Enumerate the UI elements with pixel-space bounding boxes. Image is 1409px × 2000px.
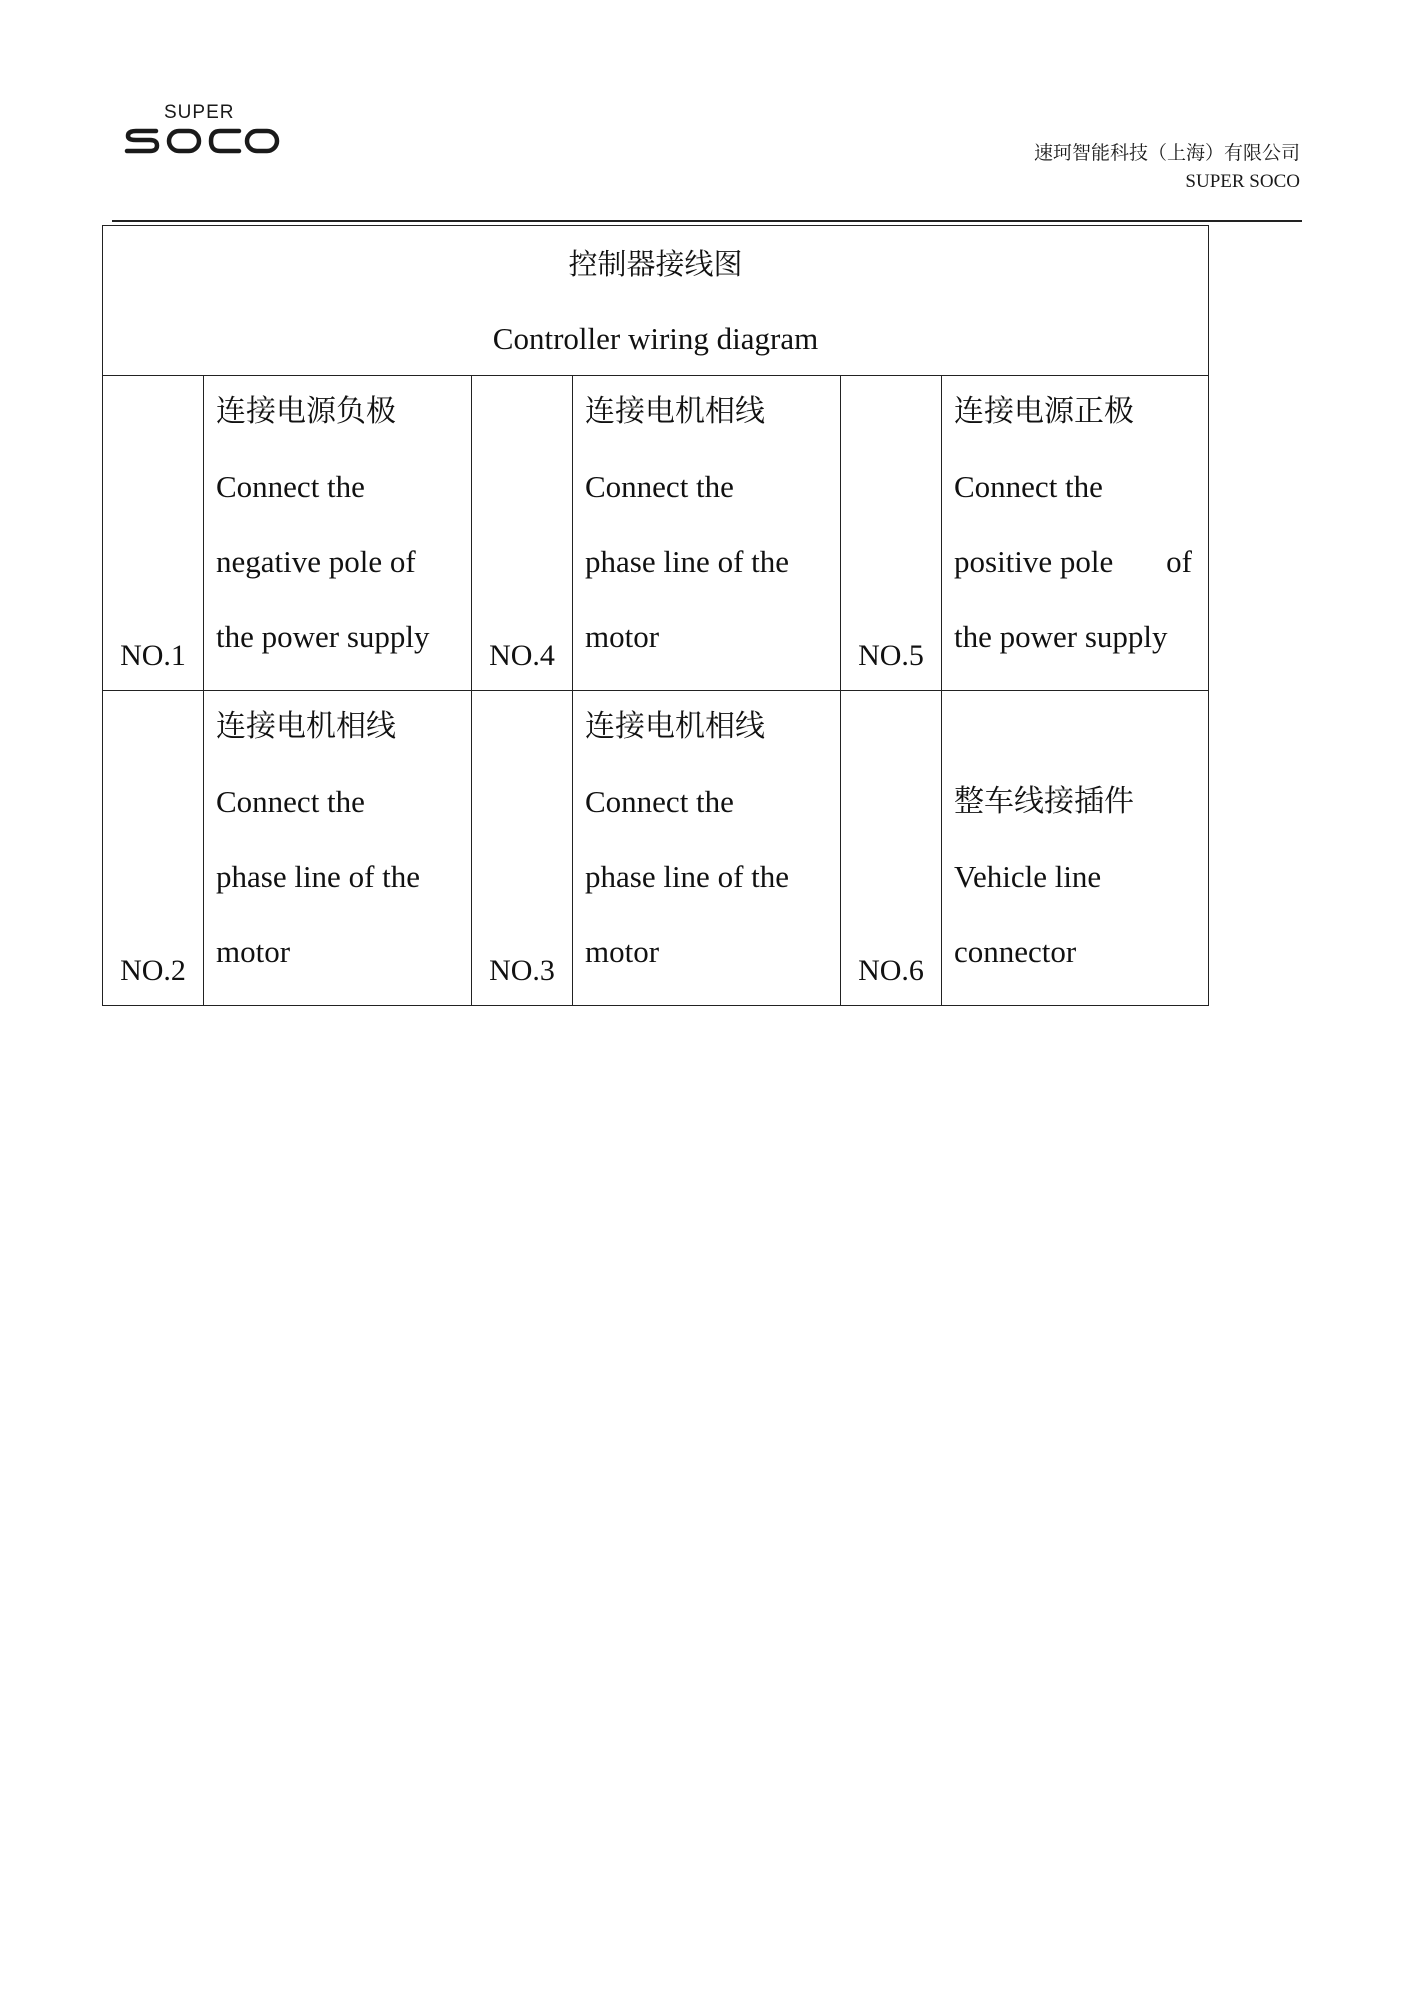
company-name-zh: 速珂智能科技（上海）有限公司 (1033, 143, 1300, 164)
description-line: phase line of the (585, 859, 790, 894)
description-zh: 连接电源负极 (216, 394, 396, 429)
description-line: motor (216, 934, 291, 969)
description-zh: 连接电源正极 (954, 394, 1134, 429)
description-line: Connect the (585, 469, 734, 504)
connector-number: NO.1 (120, 639, 186, 672)
connector-number: NO.3 (489, 954, 555, 987)
connector-number-cell (103, 691, 204, 1006)
description-line: Vehicle line (954, 859, 1102, 894)
connector-description-cell (942, 376, 1209, 691)
connector-description-cell (942, 691, 1209, 1006)
table-title-zh: 控制器接线图 (568, 247, 743, 281)
description-line: connector (954, 934, 1077, 969)
description-line: motor (585, 934, 660, 969)
connector-number: NO.4 (489, 639, 555, 672)
connector-number-cell (472, 376, 573, 691)
description-line: the power supply (954, 619, 1168, 654)
description-segment: positive pole (954, 544, 1114, 579)
connector-number-cell (841, 376, 942, 691)
logo-super-text: SUPER (164, 102, 235, 123)
soco-logo-icon (124, 126, 280, 156)
connector-number-cell (103, 376, 204, 691)
connector-description-cell (573, 691, 841, 1006)
table-title-cell (103, 226, 1209, 376)
description-line: Connect the (954, 469, 1103, 504)
description-zh: 连接电机相线 (585, 709, 765, 744)
header-divider (112, 220, 1302, 222)
connector-number-cell (841, 691, 942, 1006)
description-line: Connect the (216, 784, 365, 819)
description-line: the power supply (216, 619, 430, 654)
company-name-en: SUPER SOCO (1185, 171, 1300, 192)
description-line: motor (585, 619, 660, 654)
description-line: negative pole of (216, 544, 416, 579)
description-line: phase line of the (216, 859, 421, 894)
table-title-en: Controller wiring diagram (492, 321, 819, 356)
logo (124, 102, 284, 162)
description-line: Connect the (216, 469, 365, 504)
connector-number-cell (472, 691, 573, 1006)
description-zh: 连接电机相线 (216, 709, 396, 744)
connector-description-cell (573, 376, 841, 691)
connector-description-cell (204, 376, 472, 691)
description-line: phase line of the (585, 544, 790, 579)
table-row (103, 376, 1209, 691)
description-zh: 连接电机相线 (585, 394, 765, 429)
connector-description-cell (204, 691, 472, 1006)
description-line: Connect the (585, 784, 734, 819)
table-title-row (103, 226, 1209, 376)
description-line (954, 540, 1200, 615)
description-segment: of (1166, 544, 1192, 579)
connector-number: NO.6 (858, 954, 924, 987)
wiring-table (102, 225, 1209, 1006)
connector-number: NO.5 (858, 639, 924, 672)
description-zh: 整车线接插件 (954, 784, 1134, 819)
description-blank-line (954, 705, 1200, 780)
table-row (103, 691, 1209, 1006)
connector-number: NO.2 (120, 954, 186, 987)
company-header (1034, 140, 1300, 196)
